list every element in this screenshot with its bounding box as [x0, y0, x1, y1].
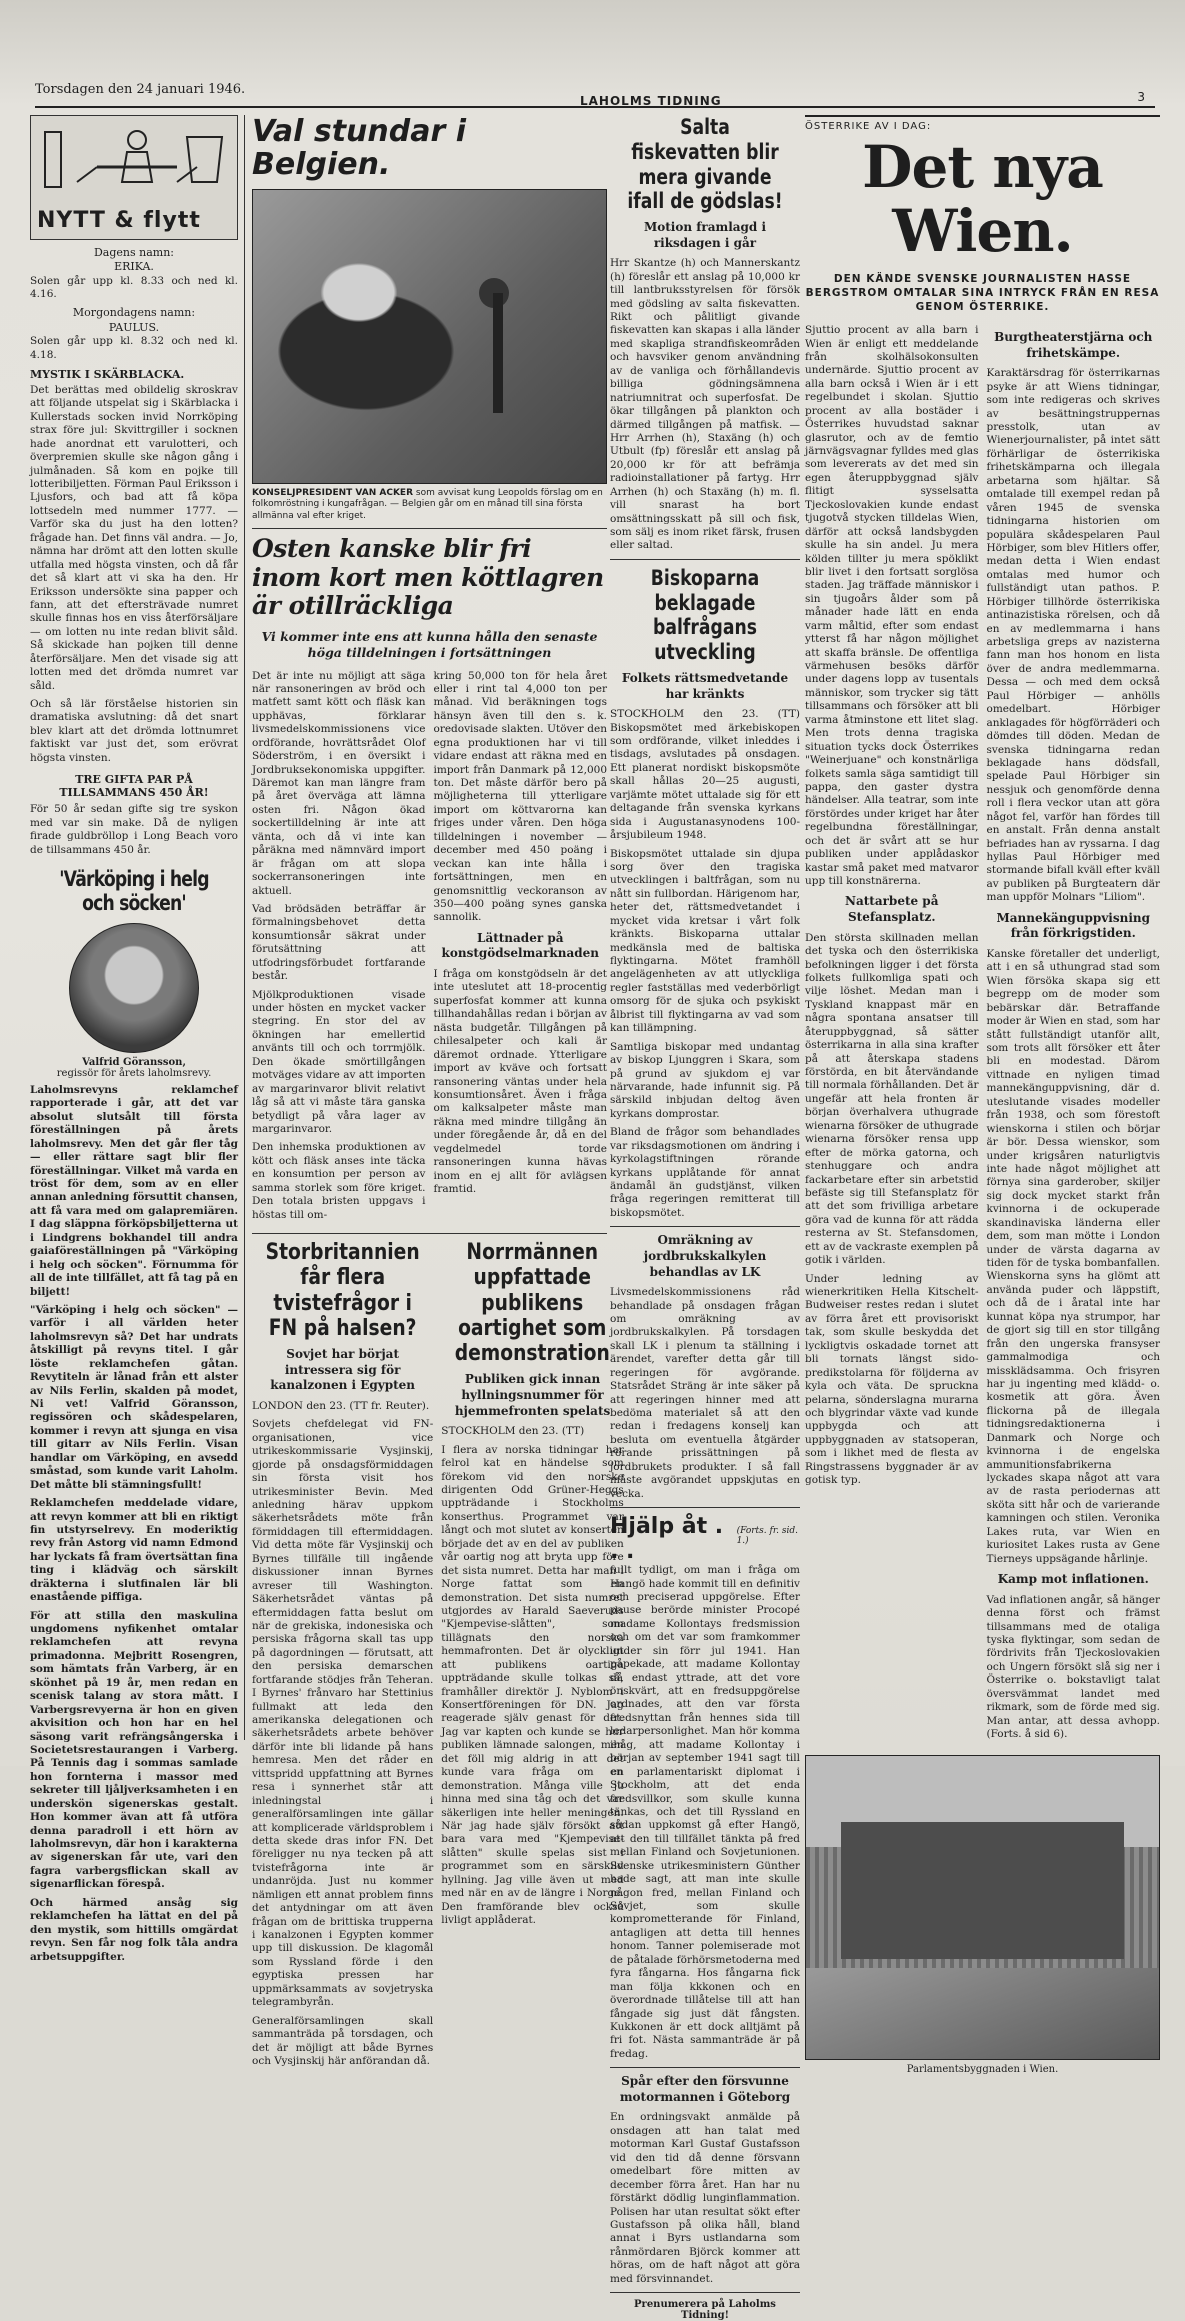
- wien-col-a: [805, 324, 979, 1746]
- wien-title: Det nya Wien.: [862, 133, 1103, 265]
- spar-body: En ordningsvakt anmälde på onsdagen att han talat med motorman Karl Gustaf Gustafsson vid den tid då denne försvann omedelbart före mitten av december förra året. Han har nu förstärkt dödlig lunginflammation. Polisen har utan resultat sökt efter Gustafsson på olika håll, bland annat i Byrs ustlandarna som rånmördaren Björck kommer att höras, om de haft något att göra med försvinnandet.: [610, 2111, 800, 2285]
- sov-dateline: LONDON den 23. (TT fr. Reuter).: [252, 1399, 430, 1412]
- morgon-namn-block: [30, 306, 238, 335]
- omrakning-heading: Omräkning av jordbrukskalkylen behandlas av LK: [643, 1233, 767, 1279]
- wien-subhead-stefansplatz: Nattarbete på Stefansplatz.: [845, 894, 939, 925]
- divider: [610, 2067, 800, 2068]
- biskop-body-4: Bland de frågor som behandlades var riksdagsmotionen om ändring i kyrkolagstiftningen rörande kyrkans upplåtande för annat ändamål än gudstjänst, vilken fråga regeringen remitterat till biskopsmötet.: [610, 1126, 800, 1219]
- gifta-body: För 50 år sedan gifte sig tre syskon med var sin make. Då de nyligen firade guldbröllop i Long Beach voro de tillsammans 450 år.: [30, 803, 238, 856]
- van-acker-photo: [252, 189, 607, 484]
- mystik-heading: MYSTIK I SKÄRBLACKA.: [30, 367, 185, 381]
- norrmannen-headline: Norrmännen uppfattade publikens oartighet som demonstration: [454, 1240, 611, 1367]
- wien-header: [805, 115, 1160, 314]
- logo-text: NYTT & flytt: [37, 208, 201, 233]
- salta-deck: Motion framlagd i riksdagen i går: [643, 220, 767, 250]
- wien-kicker: ÖSTERRIKE AV I DAG:: [805, 121, 932, 132]
- dagens-namn-block: [30, 246, 238, 275]
- revy-p2: "Värköping i helg och söcken" — varför i all världen heter laholmsrevyn så? Det har undrats åtskilligt på revyns titel. I går löste reklamchefen gåtan. Revytiteln är lånad från ett alster av Nils Ferlin, skalden på modet, Ni vet! Valfrid Göransson, regissören och skådespelaren, kommer i revyn att sjunga en visa till gitarr av Nils Ferlin. Visan handlar om Värköping, en avsedd småstad, som kunde varit Laholm. Det måtte bli stämningsfullt!: [30, 1303, 238, 1491]
- salta-body: Hrr Skantze (h) och Mannerskantz (h) föreslår ett anslag på 10,000 kr till lantbruksstyrelsen för försök med gödsling av salta fiskevatten. Rikt och pålitligt givande fiskevatten kan skapas i alla länder med skapliga strandfiskeområden och havsviker genom användning av de vanliga och förhållandevis billiga gödningsämnena natriumnitrat och superfosfat. De ökar tillgången på plankton och därmed tillgången på matfisk. — Hrr Arrhen (h), Staxäng (h) och Utbult (fp) föreslår ett anslag på 20,000 kr för att befrämja radioinstallationer på fartyg. Hrr Arrhen (h) och Staxäng (h) m. fl. vill snarast ha bort omsättningsskatt på sill och fisk, som sälj es inom riket färsk, frusen eller saltad.: [610, 257, 800, 552]
- biskop-body-2: Biskopsmötet uttalade sin djupa sorg över den tragiska utvecklingen i baltfrågan, som nu nått sin fullbordan. Härigenom har, heter det, rättsmedvetandet i mycket vida kretsar i vårt folk kränkts. Biskoparna uttalar medkänsla med de baltiska flyktingarna. Mötet framhöll angelägenheten av att utlyckliga regler fastställas med vederbörligt omsorg för de sjuka och psykiskt ålbrist till flyktingarna av vad som kan tillämpning.: [610, 847, 800, 1035]
- gifta-heading: TRE GIFTA PAR PÅ TILLSAMMANS 450 ÅR!: [59, 773, 209, 800]
- parlament-caption: Parlamentsbyggnaden i Wien.: [906, 2063, 1059, 2075]
- revy-p1: Laholmsrevyns reklamchef rapporterade i går, att det var absolut slutsålt till första föreställningen på årets laholmsrevy. Men det går fler tåg — eller rättare sagt blir fler föreställningar. Vilket må varda en tröst för dem, som av en eller annan anledning försuttit chansen, att få vara med om galapremiären. I dag släppna förköpsbiljetterna ut i Lindgrens bokhandel till andra gaiaföreställningen på "Värköping i helg och söcken". Förnumma för all de inte tillfället, att få tag på en biljett!: [30, 1083, 239, 1298]
- prenumerera-notice: Prenumerera på Laholms Tidning!: [634, 2299, 776, 2321]
- portrait-caption-role: regissör för årets laholmsrevy.: [56, 1067, 212, 1079]
- van-acker-caption: [252, 488, 607, 522]
- osten-deck: Vi kommer inte ens att kunna hålla den senaste höga tilldelningen i fortsättningen: [261, 629, 598, 661]
- osten-article: [252, 670, 607, 1228]
- masthead: [35, 78, 1155, 108]
- cafe-sketch-icon: [37, 122, 237, 192]
- regissor-portrait: [69, 923, 199, 1053]
- osten-a2: Vad brödsäden beträffar är förmalningsbehovet detta konsumtionsår säkrat under förutsättning att utfodringsförbudet fortfarande består.: [252, 902, 426, 983]
- hjalp-heading-row: [610, 1514, 800, 1564]
- van-acker-caption-name: KONSELJPRESIDENT VAN ACKER: [252, 488, 414, 498]
- mann-heading: Mannekänguppvisning från förkrigstiden.: [996, 910, 1151, 941]
- hjalp-continued: (Forts. fr. sid. 1.): [736, 1526, 798, 1547]
- parliament-building-shape: [841, 1822, 1123, 1958]
- mystik-body: Det berättas med obildelig skroskrav att följande utspelat sig i Skärblacka i Kullerstads socken invid Norrköping strax före jul: Skvittrgiller i socknen hade anordnat ett varulotteri, och överpremien skulle ske någon gång i julmånaden. Så kom en pojke till lotteribiljetten. Förman Paul Eriksson i Ljusfors, och bad att få köpa lottsedeln med nummer 1777. — Varför ska du just ha den lotten? frågade han. Det finns väl andra. — Jo, nämna har drömt att den lotten skulle utfalla med högsta vinsten, och då får det så klart att vi ska ha den. Hr Eriksson undersökte sina papper och fann, att det eftersträvade numret skulle finnas hos en viss återförsäljare — om lotten nu inte redan blivit såld. Så skickade han pojken till denne återförsäljare. Men det visade sig att lotten med det drömda numret var såld.: [30, 383, 238, 692]
- lower-articles: [252, 1240, 624, 2073]
- column-nytt-och-flytt: [30, 115, 245, 1963]
- divider: [610, 1507, 800, 1508]
- burg-body: Karaktärsdrag för österrikarnas psyke är att Wiens tidningar, som inte redigeras och skrives av besättningstruppernas presstolk, utan av Wienerjournalister, på intet sätt förhärligar de österrikiska frihetskämparna och illegala arbetarna som hjältar. Så omtalade till exempel redan på våren 1945 de svenska tidningarna historien om populära skådespelaren Paul Hörbiger, som blev Hitlers offer, medan detta i Wien endast omtalas med humor och fullständigt utan pathos. P. Hörbiger tillhörde österrikiska antinazistiska rörelsen, och då en av medlemmarna i hans arbetsliga greps av nazisterna fann man hos honom en lista över de andra medlemmarna. Dessa — och med dem också Paul Hörbiger — anhölls omedelbart. Hörbiger anklagades för högförräderi och dömdes till döden. Medan de svenska tidningarna redan beklagade hans dödsfall, spelade Paul Hörbiger sin nessjuk och genomförde denna roll i flera veckor utan att göra något fel, varför han fördes till en anstalt. Från denna anstalt befriades han av ryssarna. I dag hyllas Paul Hörbiger med stormande bifall kväll efter kväll av publiken på Burgteatern där man uppför Molnars "Liliom".: [986, 367, 1160, 904]
- storbritannien-headline: Storbritannien får flera tvistefrågor i FN på halsen?: [265, 1240, 420, 1341]
- lattnader-heading: Lättnader på konstgödselmarknaden: [441, 930, 599, 961]
- dagens-namn-label: Dagens namn:: [93, 246, 175, 259]
- microphone-stand-icon: [493, 293, 503, 413]
- omrakning-body: Livsmedelskommissionens råd behandlade på onsdagen frågan om omräkning av jordbrukskalkylen. På torsdagen skall LK i plenum ta ställning i ärendet, varefter detta går till regeringen för avgörande. Statsrådet Sträng är inte säker på att regeringen hinner med att bedöma materialet så att den redan i fredagens konselj kan besluta om eventuella åtgärder rörande prissättningen på jordbrukets produkter. I så fall måste avgörandet uppskjutas en vecka.: [610, 1286, 800, 1500]
- issue-date: Torsdagen den 24 januari 1946.: [35, 82, 246, 97]
- wien-a2: Den största skillnaden mellan det tyska och den österrikiska befolkningen ligger i det första folkets fullkomliga spati och vilje löshet. Medan man i Tyskland knappast mär en några spontana ansatser till återuppbyggnad, så sätter österrikarna in alla sina krafter på att återskapa stadens förstörda, en bit återvändande till normala förhållanden. Det är ungefär att hela fronten är början överhalvera uthugrade wienarna försöker de uthugrade wienarna försöker rensa upp efter de mörka gatorna, och stenhuggare och andra fackarbetare efter sin arbetstid befäste sig till Stefansplatz för att det som frivilliga arbetare göra vad de kunna för att rädda resterna av St. Stefansdomen, ett av de vackraste exemplen på gotik i världen.: [805, 931, 979, 1267]
- biskop-headline: Biskoparna beklagade balfrågans utveckling: [650, 565, 760, 665]
- osten-b1: kring 50,000 ton för hela året eller i rint tal 4,000 ton per månad. Vid beräkningen togs hänsyn även till den s. k. oredovisade slakten. Utöver den egna produktionen har vi till vidare endast att räkna med en import från Danmark på 12,000 ton. Det måste därför bero på möjligheterna till ytterligare import om köttvarorna kan friges under våren. Den höga tilldelningen i november —december med 450 poäng i veckan kan inte hålla i fortsättningen, men en genomsnittlig veckoranson av 350—400 poäng synes ganska sannolik.: [433, 669, 607, 924]
- norrmannen-article: [441, 1240, 624, 2073]
- hjalp-body: fullt tydligt, om man i fråga om Hangö hade kommit till en definitiv och preciserad uppgörelse. Efter pause berörde minister Procopé madame Kollontays fredsmission och om det var som framkommer under sin förr jul 1941. Han påpekade, att madame Kollontay då endast yttrade, att det vore önskvärt, att en fredsuppgörelse ordnades, att den var första fredsnyttan från hennes sida till ledarpersonlighet. Man hör komma ihåg, att madame Kollontay i början av september 1941 sagt till en parlamentariskt diplomat i Stockholm, att det enda fredsvillkor, som skulle kunna tänkas, och det till Ryssland en sådan uppkomst gå efter Hangö, att den till tillfället tänkta på fred mellan Finland och Sovjetunionen. Svenske utrikesministern Günther hade sagt, att man inte skulle någon fred, mellan Finland och Sovjet, som skulle komprometterande för Finland, antagligen att detta till hennes honom. Tanner polemiserade mot de påtalade förhörsmetoderna med fyra fångarna. Hos fångarna fick man följa kkkonen och en överordnade tillåtelse till att han fångade sig just dät fångsten. Kukkonen är ett dock alltjämt på fri fot. Nästa sammanträde är på fredag.: [610, 1564, 800, 2060]
- mystik-body-2: Och så lär förståelse historien sin dramatiska avslutning: då det snart blev klart att det drömda lottnumret faktiskt var just det, som erövrat högsta vinsten.: [30, 698, 238, 764]
- revy-p4: För att stilla den maskulina ungdomens nyfikenhet omtalar reklamchefen att revyna primadonna. Mejbritt Rosengren, som hämtats från Varberg, är en skönhet på 19 år, men redan en scenisk talang av stora mått. I Varbergsrevyerna är hon en given akvisition och hon har en hel säsong varit refrängsångerska i Societetsrestaurangen i Varberg. På Tennis dag i sommas samlade hon fornterna i massor med sekreter till ljåljverksamheten i en underskön sigenerskas gestalt. Hon kommer ävan att få utföra denna paradroll i ett hörn av laholmsrevyn, där hon i karakterna av sigenerskan får ute, vari den fagra varbergsflickan skall av sigenarflickan förespå.: [30, 1609, 238, 1891]
- sol-text-2: Solen går upp kl. 8.32 och ned kl. 4.18.: [30, 335, 238, 361]
- dagens-namn: ERIKA.: [114, 260, 154, 274]
- divider: [252, 1233, 607, 1234]
- morgon-namn-label: Morgondagens namn:: [72, 306, 196, 320]
- column-belgien-osten: [252, 114, 624, 2067]
- biskop-body-3: Samtliga biskopar med undantag av biskop Ljunggren i Skara, som på grund av sjukdom ej var närvarande, hade infunnit sig. På särskild inbjudan deltog även kyrkans domprostar.: [610, 1040, 800, 1120]
- wien-a1: Sjuttio procent av alla barn i Wien är enligt ett meddelande från skolhälsokonsulten undernärde. Sjuttio procent av alla barn också i Wien är i ett regelbundet i skolan. Sjuttio procent av alla bostäder i Österrikes huvudstad saknar glasrutor, och av de femtio järnvägsvagnar fylldes med glas som levererats av det med sin egen återuppbyggnad själv flitigt sysselsatta Tjeckoslovakien kunde endast tjugotvå stycken tilldelas Wien, därför att också landsbygden skulle ha sin andel. Ju mera kölden tillter ju mera spöklikt blir livet i den fortsatt sorglösa staden. Jag träffade människor i sin tjugoårs ålder som på månader hade lätt en enda varm måltid, efter som endast ytterst få har någon möjlighet att skaffa bränsle. De offentliga värmehusen besöks därför under dagens lopp av tusentals människor, som trycker sig tätt tillsammans och försöker att bli varma åtminstone ett litet slag. Men trots denna tragiska situation tycks dock Österrikes "Weinerjuane" och konstnärliga folkets samla säga samtidigt till pappa, den gaster dystra händelser. Alla teatrar, som inte förstördes under kriget har åter regelbundna föreställningar, och det är svårt att se hur publiken under applådaskor kastar små paket med matvaror upp till konstnärerna.: [805, 324, 979, 888]
- morgon-namn: PAULUS.: [108, 320, 160, 334]
- page-mark: 3: [1137, 90, 1145, 104]
- divider: [610, 1226, 800, 1227]
- storbritannien-article: [252, 1240, 433, 2073]
- norr-dateline: STOCKHOLM den 23. (TT): [441, 1425, 585, 1438]
- salta-headline: Salta fiskevatten blir mera givande ifall de gödslas!: [627, 115, 783, 214]
- osten-b2: I fråga om konstgödseln är det inte uteslutet att 18-procentig superfosfat kommer att kunna tillhandahållas redan i början av nästa budgetår. Tillgången på chilesalpeter och kali är däremot ordnade. Ytterligare import av kväve och fortsatt ransonering väntas under hela konsumtionsåret. Även i fråga om kalksalpeter måste man räkna med mindre tillgång än under föregående år, då en del vegdelmedel torde ransoneringen kunna hävas inom en ej allt för avlägsen framtid.: [433, 968, 607, 1195]
- osten-headline: Osten kanske blir fri inom kort men köttlagren är otillräckliga: [252, 533, 604, 621]
- osten-a4: Den inhemska produktionen av kött och fläsk anses inte täcka en konsumtion per person av samma storlek som före kriget. Den totala bristen uppgavs i höstas till om-: [252, 1141, 426, 1221]
- wien-article: [805, 324, 1160, 1746]
- nytt-flytt-logo: [30, 115, 238, 240]
- kamp-heading: Kamp mot inflationen.: [997, 1572, 1149, 1587]
- belgien-headline: Val stundar i Belgien.: [252, 114, 467, 182]
- column-nya-wien: [805, 115, 1160, 2075]
- kamp-body: Vad inflationen angår, så hänger denna först och främst tillsammans med de otaliga tyska flyktingar, som sedan de fördrivits från Tjeckoslovakien och Ungern försökt slå sig ner i Österrike o. bokstavligt talat översvämmat landet med rikmark, som de förde med sig. Man antar, att dessa avhopp. (Forts. å sid 6).: [986, 1593, 1160, 1741]
- varkoping-heading: 'Värköping i helg och söcken': [59, 866, 209, 915]
- paper-name: LAHOLMS TIDNING: [580, 94, 722, 108]
- wien-a3: Under ledning av wienerkritiken Hella Kitschelt-Budweiser restes redan i slutet av förra året ett provisoriskt tak, som skulle beskydda det lyckligtvis oskadade tornet att bli tornats längst sido-predikstolarna för följderna av kyla och väta. De spruckna pelarna, sönderslagna murarna och blygrindar växte vad kunde uppbygda och att uppbyggnaden av statsoperan, som i likhet med de flesta av Ringstrassens byggnader är av gotisk typ.: [805, 1272, 979, 1487]
- divider: [252, 528, 607, 529]
- portrait-caption: [30, 1057, 238, 1079]
- portrait-caption-name: Valfrid Göransson,: [82, 1056, 186, 1068]
- osten-col-a: [252, 670, 426, 1228]
- norr-body: I flera av norska tidningar har felrol kat en händelse som förekom vid den norske dirigenten Odd Grüner-Heggs uppträdande i Stockholms konserthus. Programmet var långt och mot slutet av konserten började det av en del av publiken vår oartig nog att bryta upp före det sista numret. Detta har man i Norge fattat som en demonstration. Det sista numret utgjordes av Harald Saeveruds "Kjempevise-slåtten", som tillägnats den norska hemmafronten. Det är olyckligt att publikens oartiga uppträdande skulle tolkas så, framhåller direktör J. Nyblom i Konsertföreningen för DN. Jag reagerade själv genast för det. Jag var kapten och kunde se hur publiken lämnade salongen, men det föll mig aldrig in att det kunde vara fråga om en demonstration. Många ville ju hinna med sina tåg och det var säkerligen inte heller meningen. När jag hade själv försökt att bara vara med "Kjempevise-slåtten" skulle spelas sist i programmet som en särskild hyllning. Jag ville även ut med med när en av de längre i Norge. Den framförande blev också livligt applåderat.: [441, 1443, 624, 1927]
- burg-heading: Burgtheaterstjärna och frihetskämpe.: [994, 330, 1153, 360]
- sov-body-2: Generalförsamlingen skall sammanträda på torsdagen, och det är möjligt att både Byrnes och Vysjinskij här anförandan då.: [252, 2014, 434, 2067]
- mann-body: Kanske företaller det underligt, att i en så uthungrad stad som Wien försöka skapa sig ett begrepp om de moder som bebärskar där. Betraffande moder är Wien en stad, som har stått fullständigt utanför allt, som trots allt försöker ett åter bli en modestad. Därom vittnade en nyligen timad mannekänguppvisning, där d. uteslutande visades modeller från 1938, och som förestoft wienskorna i stilen och börjar är bör. Dessa wienskor, som under krigsåren naturligtvis inte hade något möjlighet att förnya sina garderober, skiljer sig dock mycket starkt från kvinnorna i de ockuperade skandinaviska länderna eller dem, som man mötte i London under de värsta dagarna av tiden för de tyska bombanfallen. Wienskorna syns ha glömt att använda puder och läppstift, och då de i åratal inte har kunnat köpa nya strumpor, har de gjort sig till en stor tillgång från den ungerska fransyser gammalmodiga och missklädsamma. Och frisyren har ju ingenting med klädd- o. kosmetik att göra. Även flickorna på de illegala tidningsredaktionerna i Danmark och Norge och kvinnorna i de engelska ammunitionsfabrikerna lyckades skapa något att vara av de rasta periodernas att sköta sitt hår och de varierande kamningen och stilen. Veronika Lakes ruta, var Wien en kuriositet Lakes rusta av Gene Tierneys uppsägande hårlinje.: [986, 947, 1160, 1565]
- osten-a3: Mjölkproduktionen visade under hösten en mycket vacker stegring. En stor del av ökningen har emellertid använts till och och torrmjölk. Den ökade smörtillgången motväges vidare av att importen av margarinvaror blivit relativt låg så att vi måste tära ganska betydligt på våra lager av margarinvaror.: [252, 988, 426, 1135]
- sol-text-1: Solen går upp kl. 8.33 och ned kl. 4.16.: [30, 274, 238, 301]
- hjalp-heading: Hjälp åt . . .: [610, 1514, 724, 1565]
- road-shape: [806, 1968, 1159, 2059]
- sov-body: Sovjets chefdelegat vid FN-organisationen, vice utrikeskommissarie Vysjinskij, gjorde på onsdagsförmiddagen sin första visit hos utrikesminister Bevin. Med anledning härav uppkom säkerhetsrådets möte från förmiddagen till eftermiddagen. Vid detta möte fär Vysjinskij och Byrnes tillfälle till ingående diskussioner innan Byrnes avreser till Washington. Säkerhetsrådet väntas på eftermiddagen fatta beslut om när de grekiska, indonesiska och persiska frågorna skall tas upp på dagordningen — förutsatt, att den persiska demarschen fortfarande stödjes från Teheran. I Byrnes' frånvaro har Stettinius fullmakt att leda den amerikanska delegationen och säkerhetsrådets arbete behöver därför inte bli lidande på hans hemresa. Men det råder en vittspridd uppfattning att Byrnes resa i synnerhet står att inledningstal i generalförsamlingen inte gällar att komplicerade världsproblem i detta skede dras infor FN. Det föreligger nu nya tecken på att tvistefrågorna inte är undanröjda. Just nu kommer nämligen ett annat problem finns det antydningar om att även frågan om de brittiska trupperna i kanalzonen i Egypten kommer upp till diskussion. De klagomål som Ryssland förde i den egyptiska pressen har uppmärksammats av sovjetryska telegrambyrån.: [252, 1418, 434, 2009]
- revy-p5: Och härmed ansåg sig reklamchefen ha lättat en del på den mystik, som hittills omgärdat revyn. Sen får nog folk tåla andra arbetsuppgifter.: [30, 1896, 238, 1963]
- parlament-photo: [805, 1755, 1160, 2060]
- wien-deck: DEN KÄNDE SVENSKE JOURNALISTEN HASSE BERGSTROM OMTALAR SINA INTRYCK FRÅN EN RESA GENOM ÖSTERRIKE.: [805, 272, 1160, 313]
- divider: [610, 2292, 800, 2293]
- biskop-body: STOCKHOLM den 23. (TT) Biskopsmötet med ärkebiskopen som ordförande, vilket inleddes i tisdags, avslutades på onsdagen. Ett planerat nordiskt biskopsmöte skall hållas 20—25 augusti, varjämte mötet uttalade sig för ett deltagande från svenska kyrkans sida i Augustanasynodens 100-årsjubileum 1948.: [610, 708, 800, 842]
- biskop-deck: Folkets rättsmedvetande har kränkts: [621, 670, 789, 701]
- wien-col-b: [987, 324, 1161, 1746]
- spar-heading: Spår efter den försvunne motormannen i Göteborg: [619, 2074, 791, 2104]
- sovjet-deck: Sovjet har börjat intressera sig för kanalzonen i Egypten: [270, 1347, 416, 1393]
- column-salta-biskop: [610, 115, 800, 2321]
- osten-col-b: [434, 670, 608, 1228]
- osten-a1: Det är inte nu möjligt att säga när ransoneringen av bröd och matfett samt kött och fläsk kan upphävas, förklarar livsmedelskommissionens vice ordförande, hovrättsrådet Olof Söderström, i en översikt i Jordbruksekonomiska uppgifter. Däremot kan man längre fram på året överväga att lämna osten fri. Någon ökad sockertilldelning är inte att vänta, och då vi inte kan påräkna med nämnvärd import är frågan om att slopa sockerransoneringen inte aktuell.: [252, 669, 426, 897]
- revy-p3: Reklamchefen meddelade vidare, att revyn kommer att bli en riktigt fin utstyrselrevy. En moderiktig revy från Astorg vid namn Edmond har lyckats få fram övertsättan fina ting i klädväg och särskilt dräkterna i slutfinalen lär bli enastående piffiga.: [30, 1497, 238, 1604]
- divider: [610, 559, 800, 560]
- norr-deck: Publiken gick innan hyllningsnummer för hjemmefronten spelats: [454, 1372, 611, 1418]
- van-acker-caption-text: som avvisat kung Leopolds förslag om en folkomröstning i kungafrågan. — Belgien går om en månad till sina första allmänna val efter kriget.: [252, 488, 603, 521]
